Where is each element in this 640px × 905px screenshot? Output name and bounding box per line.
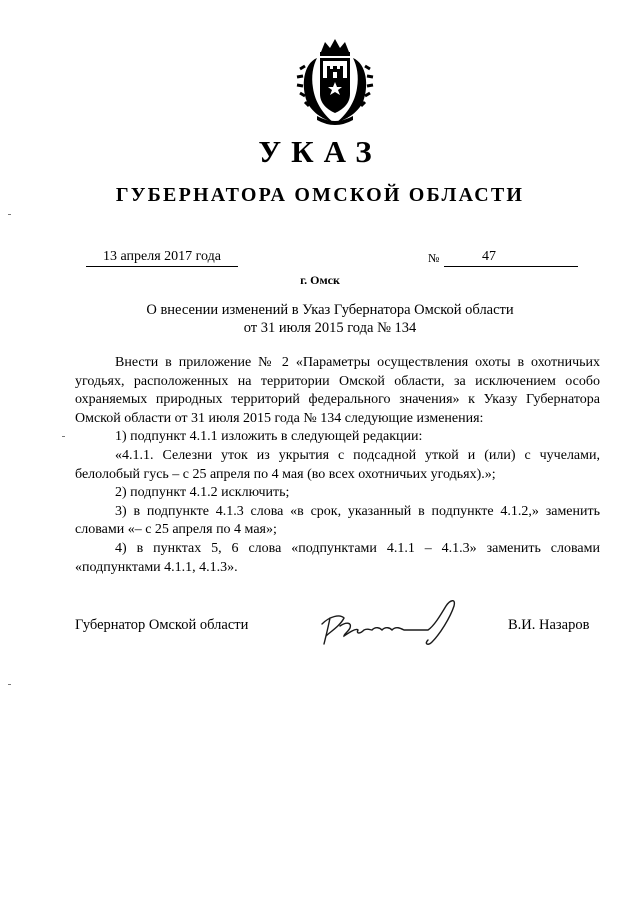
body-paragraph: 3) в подпункте 4.1.3 слова «в срок, указанный в подпункте 4.1.2,» заменить словами «– с 25 апреля по 4 мая»; [75,503,600,538]
scan-mark [8,684,11,685]
document-heading [120,301,540,337]
body-paragraph: «4.1.1. Селезни уток из укрытия с подсадной уткой и (или) с чучелами, белолобый гусь – с 25 апреля по 4 мая (во всех охотничьих угодьях).»; [75,447,600,482]
body-paragraph: 1) подпункт 4.1.1 изложить в следующей редакции: [115,429,423,445]
signatory-position: Губернатор Омской области [75,617,249,633]
decree-number: 47 [444,249,578,267]
body-paragraph: Внести в приложение № 2 «Параметры осуществления охоты в охотничьих угодьях, расположенных на территории Омской области, за исключением особо охраняемых природных территорий федерального значения» к Указу Губернатора Омской области от 31 июля 2015 года № 134 следующие изменения: [75,355,600,426]
body-paragraph: 4) в пунктах 5, 6 слова «подпунктами 4.1.1 – 4.1.3» заменить словами «подпунктами 4.1.1, 4.1.3». [75,540,600,575]
document-heading-line-2: от 31 июля 2015 года № 134 [243,320,417,336]
number-sign: № [428,251,440,265]
coat-of-arms-emblem [295,36,375,126]
scan-mark [62,436,65,437]
body-paragraph: 2) подпункт 4.1.2 исключить; [115,485,290,501]
decree-date: 13 апреля 2017 года [86,249,238,267]
document-heading-line-1: О внесении изменений в Указ Губернатора Омской области [146,302,514,318]
signatory-name: В.И. Назаров [508,617,590,633]
handwritten-signature [300,596,480,650]
city-label: г. Омск [300,273,340,287]
decree-title: УКАЗ [258,134,382,169]
scan-mark [8,214,11,215]
decree-subtitle: ГУБЕРНАТОРА ОМСКОЙ ОБЛАСТИ [115,184,525,206]
decree-body [75,354,600,577]
